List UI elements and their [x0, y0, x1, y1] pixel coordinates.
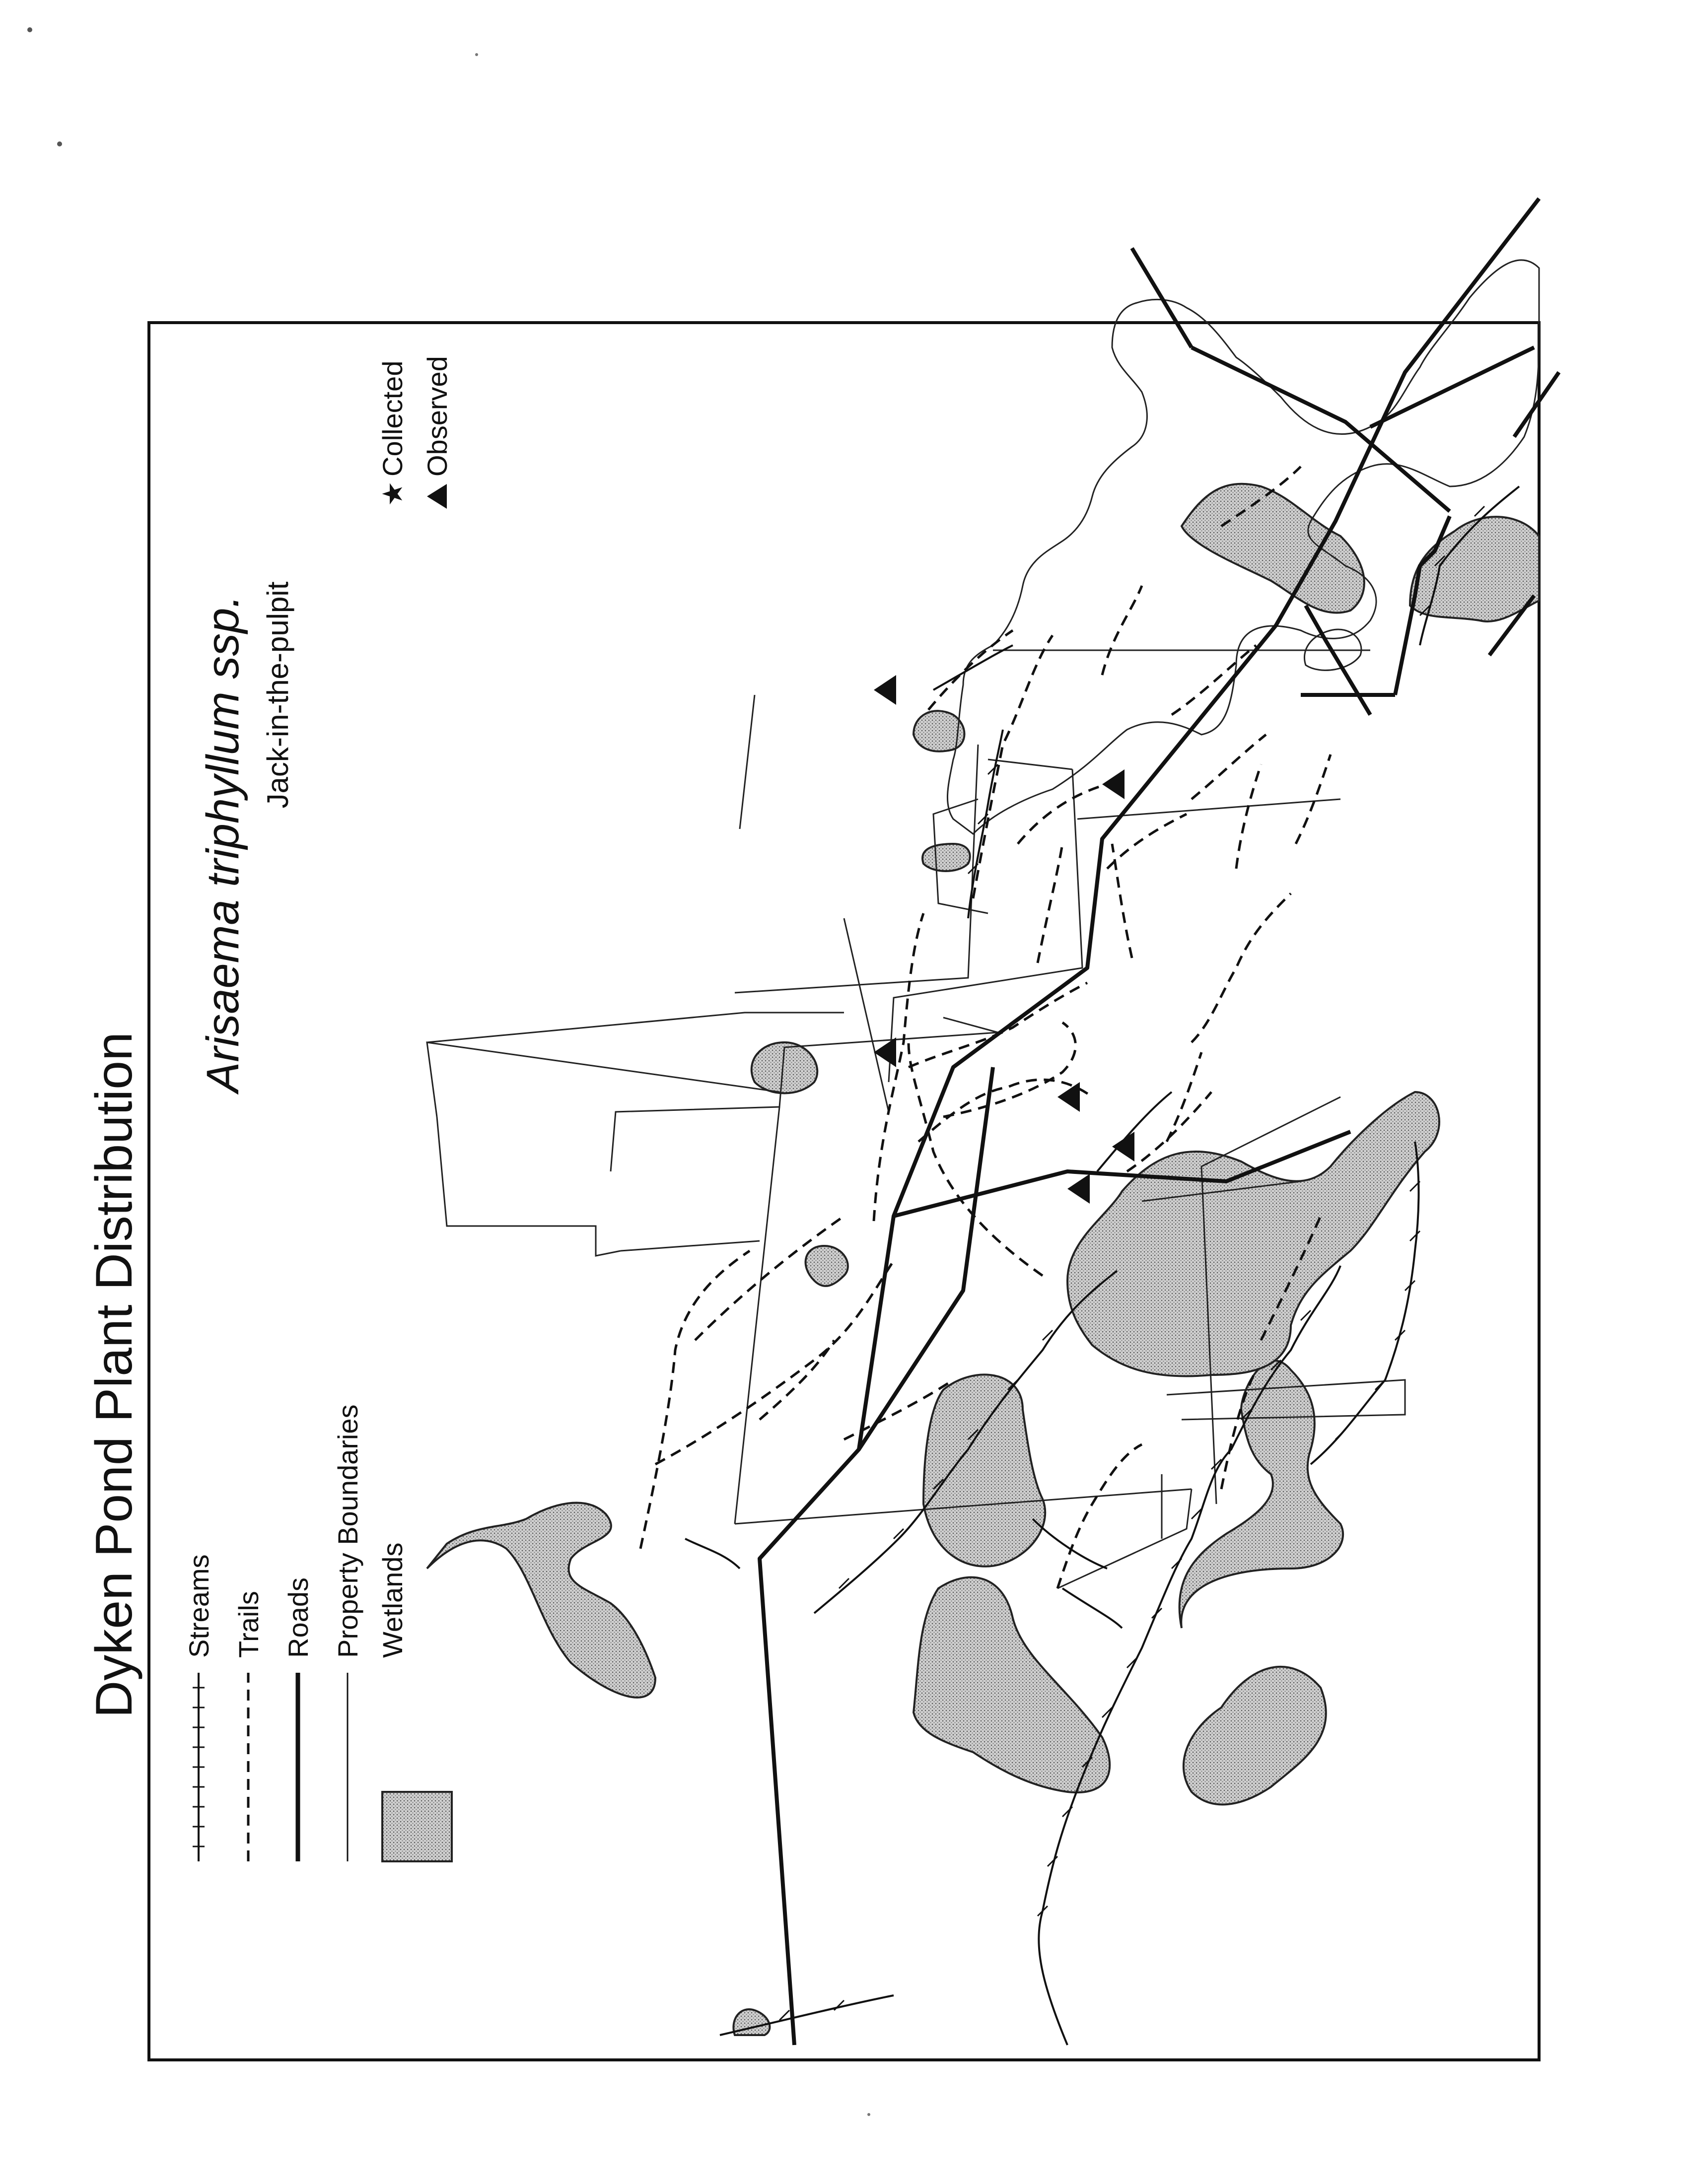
legend-property-label: Property Boundaries — [332, 1404, 363, 1658]
stream-upper — [933, 645, 1013, 690]
legend-roads-label: Roads — [282, 1577, 314, 1658]
observed-markers — [874, 675, 1134, 1204]
observed-triangle-marker — [1112, 1132, 1134, 1161]
marker-legend — [377, 356, 453, 509]
stream-east-branch — [685, 1539, 740, 1569]
stream-lower-east — [1062, 1588, 1122, 1628]
observed-label: Observed — [422, 356, 453, 477]
legend-streams-label: Streams — [183, 1554, 214, 1658]
stream-sw — [1033, 1519, 1107, 1569]
wetland-big-center — [1067, 1092, 1439, 1376]
star-icon: ★ — [377, 481, 408, 506]
map-legend — [183, 1404, 452, 1861]
scan-speck — [27, 27, 32, 32]
species-name: Arisaema triphyllum ssp. — [198, 595, 248, 1093]
wetlands — [427, 484, 1539, 2035]
observed-triangle-marker — [1067, 1174, 1090, 1204]
wetland-small-c — [922, 844, 970, 871]
map-title: Dyken Pond Plant Distribution — [85, 1032, 143, 1718]
wetland-west-stream — [427, 1503, 655, 1698]
triangle-icon — [427, 484, 447, 509]
wetland-big-lower — [923, 1374, 1045, 1566]
wetland-south-loop — [1180, 1361, 1343, 1804]
scan-speck — [57, 141, 62, 146]
wetland-east — [1182, 484, 1364, 613]
scan-speck — [475, 53, 478, 56]
observed-triangle-marker — [874, 675, 896, 705]
observed-triangle-marker — [1057, 1082, 1080, 1112]
legend-wetlands-label: Wetlands — [377, 1542, 408, 1658]
collected-label: Collected — [377, 360, 408, 477]
observed-triangle-marker — [1102, 769, 1125, 799]
wetland-small-b — [806, 1246, 848, 1286]
map-content — [85, 199, 1559, 2060]
wetland-central-west — [914, 1577, 1110, 1792]
legend-trails-label: Trails — [233, 1591, 264, 1658]
scan-speck — [867, 2113, 870, 2116]
stream-mid — [968, 730, 1003, 918]
common-name: Jack-in-the-pulpit — [261, 581, 294, 809]
legend-wetland-swatch — [382, 1792, 452, 1861]
